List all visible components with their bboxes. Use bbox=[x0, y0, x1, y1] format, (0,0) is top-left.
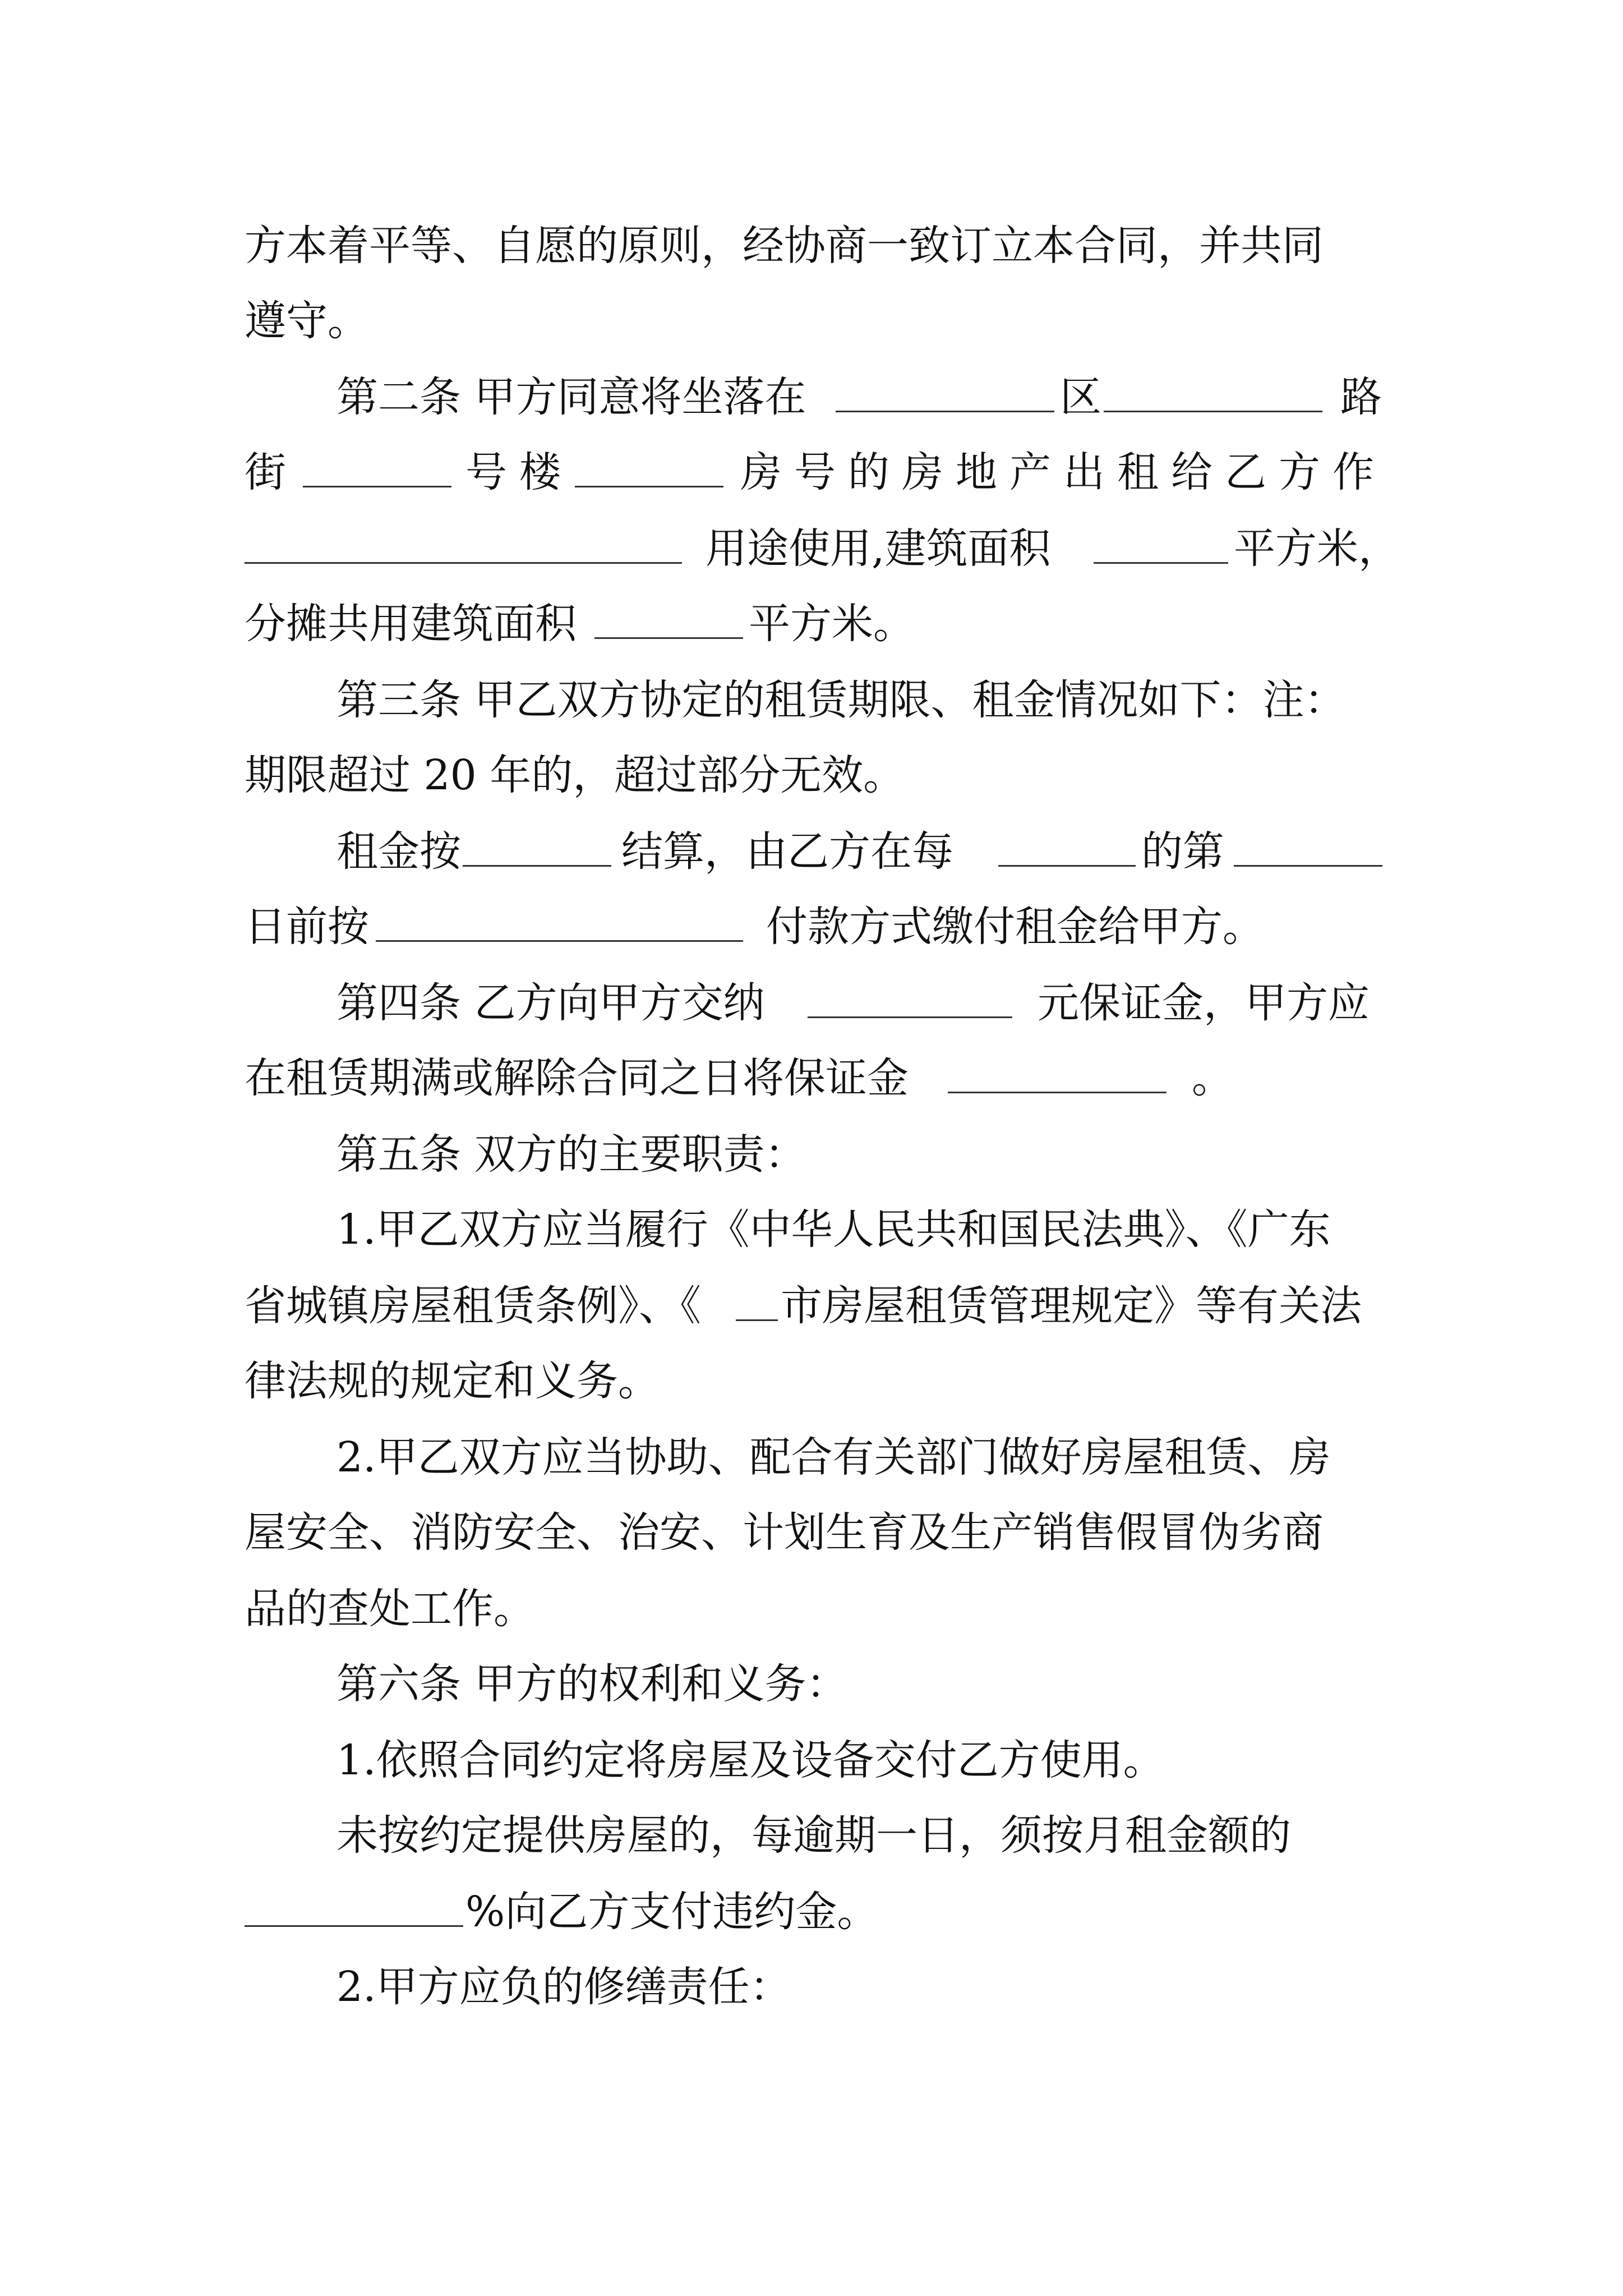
line-text: 元保证金，甲方应 bbox=[1038, 979, 1370, 1027]
line-text: 结算，由乙方在每 bbox=[621, 827, 953, 876]
line-text: 在租赁期满或解除合同之日将保证金 bbox=[245, 1054, 909, 1102]
fill-blank bbox=[808, 1016, 1012, 1018]
line-text: 的第 bbox=[1141, 827, 1224, 876]
fill-blank bbox=[575, 486, 723, 487]
line-text: 省城镇房屋租赁条例》、《 bbox=[245, 1282, 701, 1330]
fill-blank bbox=[245, 562, 682, 564]
line-text: 1.甲乙双方应当履行《中华人民共和国民法典》、《广东 bbox=[336, 1205, 1331, 1254]
line-text: 2.甲乙双方应当协助、配合有关部门做好房屋租赁、房 bbox=[336, 1433, 1331, 1481]
line-text: 第三条 甲乙双方协定的租赁期限、租金情况如下：注： bbox=[336, 676, 1346, 724]
line-text: 路 bbox=[1340, 373, 1382, 421]
line-text: 方本着平等、自愿的原则，经协商一致订立本合同，并共同 bbox=[245, 222, 1324, 270]
line-text: 号楼 bbox=[465, 448, 573, 496]
line-text: 。 bbox=[1192, 1054, 1233, 1102]
fill-blank bbox=[303, 486, 451, 487]
line-text: 用途使用,建筑面积 bbox=[706, 524, 1051, 573]
line-text: 日前按 bbox=[245, 903, 369, 951]
line-text: 2.甲方应负的修缮责任： bbox=[336, 1963, 791, 2011]
line-text: 区 bbox=[1060, 373, 1101, 421]
line-text: 第四条 乙方向甲方交纳 bbox=[336, 979, 765, 1027]
line-text: 期限超过 20 年的，超过部分无效。 bbox=[245, 751, 905, 799]
line-text: 分摊共用建筑面积 bbox=[245, 600, 577, 648]
line-text: 平方米， bbox=[1234, 524, 1400, 573]
line-text: 第二条 甲方同意将坐落在 bbox=[336, 373, 806, 421]
line-text: 第六条 甲方的权利和义务： bbox=[336, 1660, 848, 1708]
line-text: 品的查处工作。 bbox=[245, 1585, 535, 1633]
fill-blank bbox=[245, 1925, 463, 1927]
fill-blank bbox=[948, 1092, 1166, 1093]
line-text: 房号的房地产出租给乙方作 bbox=[740, 448, 1386, 496]
fill-blank bbox=[1234, 865, 1382, 867]
fill-blank bbox=[998, 865, 1136, 867]
line-text: 租金按 bbox=[336, 827, 461, 876]
line-text: 付款方式缴付租金给甲方。 bbox=[766, 903, 1264, 951]
fill-blank bbox=[736, 1319, 778, 1321]
line-text: 第五条 双方的主要职责： bbox=[336, 1130, 806, 1179]
line-text: 街 bbox=[245, 448, 298, 496]
line-text: 未按约定提供房屋的，每逾期一日，须按月租金额的 bbox=[336, 1811, 1291, 1860]
fill-blank bbox=[1104, 411, 1322, 412]
line-text: 平方米。 bbox=[749, 600, 915, 648]
line-text: %向乙方支付违约金。 bbox=[465, 1888, 879, 1936]
line-text: 1.依照合同约定将房屋及设备交付乙方使用。 bbox=[336, 1736, 1165, 1784]
fill-blank bbox=[463, 865, 611, 867]
line-text: 律法规的规定和义务。 bbox=[245, 1357, 660, 1405]
fill-blank bbox=[594, 637, 743, 639]
fill-blank bbox=[376, 940, 743, 942]
line-text: 遵守。 bbox=[245, 297, 369, 345]
line-text: 屋安全、消防安全、治安、计划生育及生产销售假冒伪劣商 bbox=[245, 1508, 1324, 1557]
fill-blank bbox=[836, 411, 1054, 412]
line-text: 市房屋租赁管理规定》等有关法 bbox=[781, 1282, 1362, 1330]
fill-blank bbox=[1094, 562, 1228, 564]
